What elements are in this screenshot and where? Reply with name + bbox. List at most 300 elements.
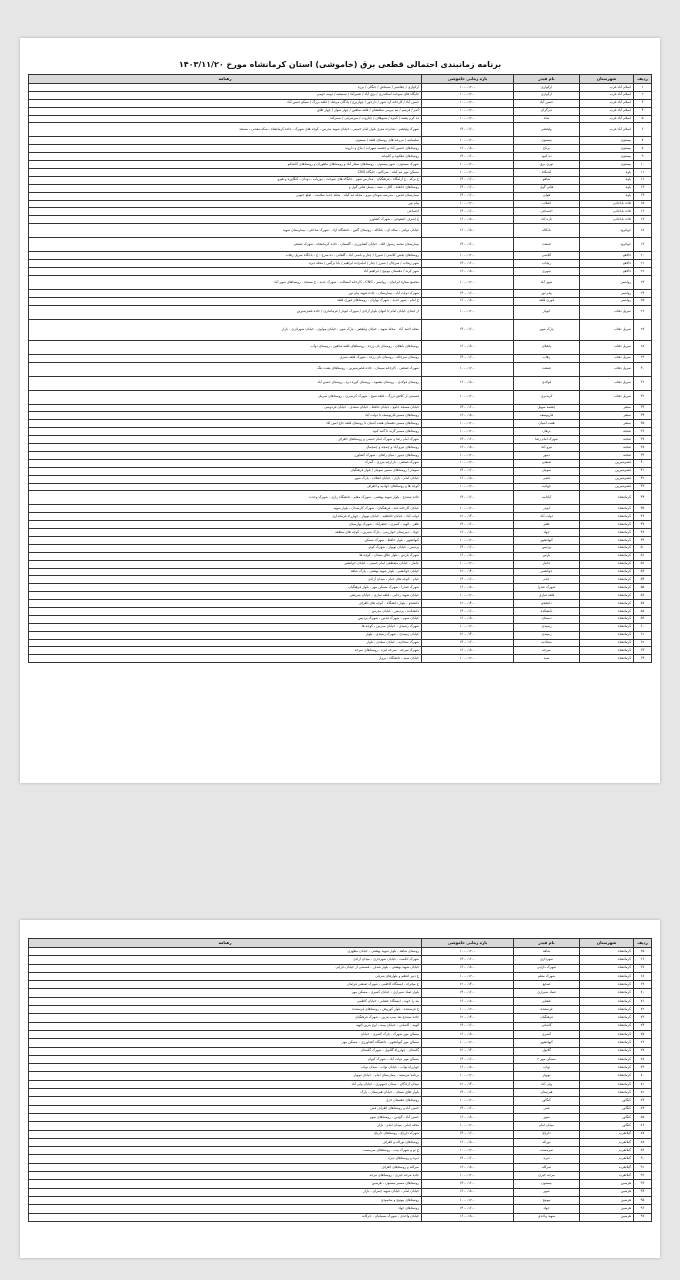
row-time: ۱۰۰۰-۱۲۰۰ [422,169,514,177]
row-time: ۱۶۰۰-۱۸۰۰ [422,145,514,153]
row-number: ۵۵ [634,584,652,592]
row-feeder: ده کبود [514,153,580,161]
row-number: ۴۵ [634,505,652,513]
row-city: هرسین [580,1180,634,1188]
row-city: جوانرود [580,224,634,238]
row-time: ۱۶۰۰-۱۸۰۰ [422,412,514,420]
row-feeder: برهان [514,428,580,436]
row-feeder: پارک شهر [514,319,580,340]
table-row [29,529,652,537]
table-row [29,631,652,639]
row-number: ۱ [634,84,652,92]
row-city: کرمانشاه [580,1055,634,1063]
row-city: پاوه [580,176,634,184]
row-feeder: دبستان [514,615,580,623]
row-feeder: فرستنده [514,1006,580,1014]
row-number: ۵۷ [634,600,652,608]
row-time: ۱۰۰۰-۱۲۰۰ [422,420,514,428]
row-number: ۴۷ [634,521,652,529]
row-number: ۹۳ [634,1180,652,1188]
table-row [29,1180,652,1188]
table-row [29,623,652,631]
table-row [29,145,652,153]
row-feeder: صنعتی [514,459,580,467]
row-time: ۱۲۰۰-۱۴۰۰ [422,1047,514,1055]
row-feeder: برناج [514,145,580,153]
header-row-number: ردیف [634,75,652,84]
row-feeder: جانباز [514,560,580,568]
row-route: ارکوازی / چقاشیر / سیماش / جنگلی / برزه [29,84,422,92]
row-city: کرمانشاه [580,623,634,631]
row-number: ۵۴ [634,576,652,584]
table-row [29,1006,652,1014]
row-city: کرمانشاه [580,647,634,655]
row-feeder: جوانشیر [514,568,580,576]
table-row [29,1188,652,1196]
row-feeder: هفت آشیان [514,420,580,428]
row-route: خیابان امام - خیابان شهید چمران - بازار [29,1188,422,1196]
row-number: ۶۸ [634,972,652,980]
table-row [29,428,652,436]
row-number: ۲۸ [634,340,652,354]
table-row [29,192,652,200]
row-route: کمر / فرسم / تپه بیرمی شلفشان / قلعه شاهین / چهار سوار / چهار طاق [29,107,422,115]
table-row [29,997,652,1005]
row-route: روستاهای نوراله و اطراف [29,1138,422,1146]
row-feeder: کاشانی [514,1022,580,1030]
row-number: ۸۵ [634,1113,652,1121]
row-number: ۴۳ [634,483,652,491]
row-city: بیستون [580,153,634,161]
row-feeder: فش [514,1105,580,1113]
row-number: ۸۳ [634,1097,652,1105]
row-feeder: دارباغ [514,1130,580,1138]
row-number: ۷۷ [634,1047,652,1055]
table-row [29,1030,652,1038]
row-number: ۶۴ [634,655,652,663]
row-feeder: شهرک دارایی [514,964,580,972]
row-feeder: ولی آباد [514,1080,580,1088]
row-city: سنقر [580,420,634,428]
row-route: روستاهای دهستان خزل [29,1097,422,1105]
row-time: ۱۰۰۰-۱۲۰۰ [422,275,514,289]
row-time: ۱۰۰۰-۱۲۰۰ [422,560,514,568]
table-row [29,1072,652,1080]
row-time: ۱۰۰۰-۱۲۰۰ [422,362,514,376]
row-time: ۱۴۰۰-۱۶۰۰ [422,184,514,192]
table-row [29,584,652,592]
row-city: اسلام آباد غرب [580,123,634,137]
table-row [29,444,652,452]
table-row [29,297,652,305]
row-number: ۴۲ [634,475,652,483]
row-city: پاوه [580,192,634,200]
row-city: کرمانشاه [580,513,634,521]
row-time: ۱۰۰۰-۱۲۰۰ [422,1147,514,1155]
row-route: ده کرم پشته / کمره / شیوهلان / چناروت / میرشرفی / سمرکند [29,115,422,123]
row-time: ۱۶۰۰-۱۸۰۰ [422,1188,514,1196]
row-route: روستاهای مسیر گزنه تا گنبد کبود [29,428,422,436]
row-number: ۷۲ [634,1006,652,1014]
table-row [29,1097,652,1105]
row-city: بیستون [580,145,634,153]
row-time: ۱۴۰۰-۱۶۰۰ [422,576,514,584]
table-row [29,989,652,997]
row-city: سنقر [580,404,634,412]
schedule-body [29,948,652,1222]
row-number: ۹۷ [634,1213,652,1221]
table-row [29,412,652,420]
row-feeder: کیهانشهر [514,536,580,544]
row-city: سرپل ذهاب [580,390,634,404]
table-row [29,238,652,252]
schedule-table [28,74,652,663]
header-city: شهرستان [580,939,634,948]
row-route: روستاهای دینور - میان راهان - شهرک کشاورز [29,451,422,459]
row-route: روستاهای دهکبود و کلیمانه [29,153,422,161]
row-city: روانسر [580,275,634,289]
row-number: ۶۵ [634,948,652,956]
row-number: ۴۱ [634,467,652,475]
row-number: ۹۱ [634,1163,652,1171]
row-time: ۱۶۰۰-۱۸۰۰ [422,268,514,276]
row-route: گلستان - چهارراه گلایول - شهرک گلستان [29,1047,422,1055]
row-number: ۲۰ [634,252,652,260]
row-number: ۲۹ [634,354,652,362]
row-number: ۲۵ [634,297,652,305]
row-feeder: کلاشی [514,252,580,260]
row-number: ۵۳ [634,568,652,576]
row-route: خیام - کوچه های خیام - میدان آزادی [29,576,422,584]
row-time: ۱۲۰۰-۱۴۰۰ [422,981,514,989]
row-number: ۱۰ [634,161,652,169]
row-city: اسلام آباد غرب [580,107,634,115]
row-time: ۱۶۰۰-۱۸۰۰ [422,475,514,483]
row-time: ۱۶۰۰-۱۸۰۰ [422,647,514,655]
row-number: ۷۳ [634,1014,652,1022]
row-feeder: جهاد [514,1205,580,1213]
row-feeder: پیام نور [514,289,580,297]
row-feeder: نیرو آباد [514,444,580,452]
row-time: ۱۰۰۰-۱۲۰۰ [422,252,514,260]
row-feeder: فرهنگیان [514,1014,580,1022]
table-row [29,216,652,224]
row-time: ۱۶۰۰-۱۸۰۰ [422,1030,514,1038]
row-feeder: بانقلان [514,340,580,354]
row-number: ۲۶ [634,305,652,319]
row-feeder: چشمه سهیل [514,404,580,412]
row-feeder: هولی [514,192,580,200]
table-row [29,176,652,184]
row-time: ۱۶۰۰-۱۸۰۰ [422,297,514,305]
row-route: حسن آباد - گودین - روستاهای شهر [29,1113,422,1121]
row-route: شهرک ولیعصر ـ شانزده متری بلوار امام خمینی ـ خیابان شهید مدرس ـ کوچه های شهرک ـ جاده کرمانشاه ـ سکه معدنی ـ مسجد [29,123,422,137]
schedule-table-continued [28,938,652,1222]
row-time: ۱۲۰۰-۱۴۰۰ [422,631,514,639]
row-feeder: تازه آباد [514,216,580,224]
row-number: ۹ [634,153,652,161]
row-feeder: صنایع [514,981,580,989]
table-row [29,600,652,608]
row-route: روستاهای بخش کلاشی / شیرزا / چنار و باشی آباد - گلقانی - ده سرخ - خ - باجگاه سرپل زهاب [29,252,422,260]
row-number: ۱۴ [634,192,652,200]
row-time: ۱۴۰۰-۱۶۰۰ [422,1130,514,1138]
row-time: ۱۴۰۰-۱۶۰۰ [422,208,514,216]
row-feeder: هنرستان [514,1089,580,1097]
table-row [29,200,652,208]
table-row [29,1014,652,1022]
row-route: چهارراه نواب - خیابان نواب - میدان نواب [29,1064,422,1072]
table-row [29,1064,652,1072]
row-city: کنگاور [580,1097,634,1105]
row-number: ۲۱ [634,260,652,268]
row-feeder: زمیندی [514,631,580,639]
table-row [29,1172,652,1180]
row-city: ثلاث باباجانی [580,200,634,208]
table-row [29,1055,652,1063]
row-number: ۹۴ [634,1188,652,1196]
row-number: ۳ [634,99,652,107]
row-feeder: نوراله [514,1138,580,1146]
table-row [29,1163,652,1171]
table-row [29,1130,652,1138]
row-feeder: دیزگران [514,107,580,115]
row-city: هرسین [580,1188,634,1196]
row-city: کرمانشاه [580,631,634,639]
row-city: کنگاور [580,1113,634,1121]
row-route: قسمتی از کلاش بزرگ - قلعه شیخ - شهرک کرندبری - روستاهای سرمل [29,390,422,404]
row-city: کرمانشاه [580,1022,634,1030]
row-number: ۵۶ [634,592,652,600]
header-row-number: ردیف [634,939,652,948]
row-number: ۲۲ [634,268,652,276]
row-number: ۱۶ [634,208,652,216]
row-time: ۱۰۰۰-۱۲۰۰ [422,99,514,107]
table-row [29,505,652,513]
row-route: از ابتدای خیابان امام تا انتهای بلوار آزادی / شهرک انوبار / فرمانداری / جاده قصرشیرین [29,305,422,319]
row-route: مسکن مهر شهرک - پارک کسری - خیابان [29,1030,422,1038]
row-number: ۷۸ [634,1055,652,1063]
row-feeder: سجادیه [514,639,580,647]
table-row [29,491,652,505]
row-city: کرمانشاه [580,997,634,1005]
table-row [29,208,652,216]
header-feeder: نام فیدر [514,939,580,948]
row-feeder: پارس [514,552,580,560]
row-city: کرمانشاه [580,981,634,989]
row-route: روستاهای نیرو آباد و چمچه و چمچمال [29,444,422,452]
row-city: کرمانشاه [580,592,634,600]
row-city: کرمانشاه [580,607,634,615]
table-row [29,340,652,354]
row-feeder: شهر [514,1113,580,1121]
table-row [29,459,652,467]
row-route: بند را خونه - ایستگاه عشایر - خیابان کاظمی [29,997,422,1005]
row-route: سرکله و روستاهای اطراف [29,1163,422,1171]
row-time: ۱۴۰۰-۱۶۰۰ [422,192,514,200]
row-time: ۱۶۰۰-۱۸۰۰ [422,615,514,623]
row-time: ۱۰۰۰-۱۲۰۰ [422,137,514,145]
row-city: صحنه [580,444,634,452]
row-time: ۱۴۰۰-۱۶۰۰ [422,607,514,615]
row-number: ۴ [634,107,652,115]
row-city: کرمانشاه [580,544,634,552]
row-city: اسلام آباد غرب [580,91,634,99]
row-number: ۳۷ [634,436,652,444]
row-route: خیابان شهید رجایی - قلعه سازی - خیابان شریعتی [29,592,422,600]
row-route: مسکن مهر نبه کیله - سرکانو - جایگاه CNG [29,169,422,177]
row-route: خیابان سوم - شهرک قدس - شهرک پردیس [29,615,422,623]
row-route: دانشکده - پردیس - خیابان مدرس [29,607,422,615]
row-route: شهرک دولت آباد - بیمارستان - جاده شهید پیام نور [29,289,422,297]
row-route: خیابان شهید بهشتی - بلوار صدف - قسمتی از خیابان دارایی [29,964,422,972]
row-number: ۸۲ [634,1089,652,1097]
row-time: ۱۰۰۰-۱۲۰۰ [422,623,514,631]
row-feeder: بیستون [514,1180,580,1188]
row-route: حسن آباد و روستاهای اطراف فش [29,1105,422,1113]
row-route: شهرک رشیدی - خیابان مدرس - کوچه ها [29,623,422,631]
row-time: ۱۲۰۰-۱۴۰۰ [422,513,514,521]
table-row [29,536,652,544]
row-feeder: شاهد [514,948,580,956]
row-city: قصرشیرین [580,459,634,467]
row-city: کرمانشاه [580,568,634,576]
row-route: خیابان امام - بازار - خیابان انقلاب - پارک شهر [29,475,422,483]
row-city: پاوه [580,184,634,192]
row-time: ۱۶۰۰-۱۸۰۰ [422,1163,514,1171]
row-number: ۹۲ [634,1172,652,1180]
row-city: کرمانشاه [580,576,634,584]
row-number: ۵۹ [634,615,652,623]
row-feeder: قولادی [514,376,580,390]
row-number: ۲۷ [634,319,652,340]
row-feeder: انوبار [514,305,580,319]
row-city: کرمانشاه [580,1030,634,1038]
row-time: ۱۶۰۰-۱۸۰۰ [422,1064,514,1072]
table-row [29,184,652,192]
table-row [29,467,652,475]
row-number: ۳۰ [634,362,652,376]
table-row [29,1122,652,1130]
row-city: سرپل ذهاب [580,340,634,354]
row-time: ۱۴۰۰-۱۶۰۰ [422,491,514,505]
row-route: خ امام - شهر جدید - شهرک بهاران - روستاهای قوری قلعه [29,297,422,305]
row-number: ۷۰ [634,989,652,997]
row-route: خیابان واحدی - شهرک بسیجیان - جرکانه [29,1213,422,1221]
row-feeder: ابوذر [514,505,580,513]
row-city: روانسر [580,289,634,297]
row-time: ۱۰۰۰-۱۲۰۰ [422,84,514,92]
row-feeder: شهر [514,1188,580,1196]
row-route: محله امام - میدان امام - بازار [29,1122,422,1130]
row-number: ۵۸ [634,607,652,615]
table-row [29,1113,652,1121]
row-feeder: خیام [514,576,580,584]
table-row [29,576,652,584]
row-time: ۱۴۰۰-۱۶۰۰ [422,153,514,161]
row-feeder: رشیدی [514,623,580,631]
row-feeder: گلایول [514,1047,580,1055]
document-page-2 [20,920,660,1258]
row-time: ۱۴۰۰-۱۶۰۰ [422,521,514,529]
row-number: ۸۸ [634,1138,652,1146]
row-number: ۷۶ [634,1039,652,1047]
row-route: شهرک سرخه - سرخه لیژه - روستاهای سرخه [29,647,422,655]
row-route: بیمارستان محمد رسول الله - خیابان کشاورزی - گلستان - جاده کرمانشاه - شهرک صنعتی [29,238,422,252]
row-city: سرپل ذهاب [580,305,634,319]
table-row [29,420,652,428]
row-route: خ فرستنده - بلوار کوروش - روستاهای فرستنده [29,1006,422,1014]
header-city: شهرستان [580,75,634,84]
row-city: کنگاور [580,1122,634,1130]
row-number: ۶۷ [634,964,652,972]
row-route: مجتمع ستاره ایرانیان - روانسر - CNG - کارخانه آسفالت - شهرک جدید - خ مسجد - روستاهای شهر آباد [29,275,422,289]
row-number: ۶۶ [634,956,652,964]
table-row [29,948,652,956]
table-row [29,107,652,115]
table-row [29,436,652,444]
row-route: روستاهای مسیر دهستان هفت آشیان تا روستای قلعه حاج امین آقا [29,420,422,428]
row-number: ۸۱ [634,1080,652,1088]
row-feeder: ریجاب [514,260,580,268]
row-time: ۱۴۰۰-۱۶۰۰ [422,176,514,184]
row-city: هرسین [580,1213,634,1221]
row-time: ۱۰۰۰-۱۲۰۰ [422,305,514,319]
row-time: ۱۴۰۰-۱۶۰۰ [422,354,514,362]
row-time: ۱۰۰۰-۱۲۰۰ [422,459,514,467]
row-city: گیلانغرب [580,1138,634,1146]
row-feeder: شاهو [514,176,580,184]
row-time: ۱۰۰۰-۱۲۰۰ [422,592,514,600]
row-time: ۱۰۰۰-۱۲۰۰ [422,655,514,663]
row-number: ۱۲ [634,176,652,184]
row-route: مسکن مهر کیهانشهر - دانشگاه کشاورزی - مسکن مهر [29,1039,422,1047]
table-row [29,390,652,404]
row-time: ۱۴۰۰-۱۶۰۰ [422,1022,514,1030]
row-number: ۵۲ [634,560,652,568]
table-row [29,153,652,161]
row-route: بلوار صیاد شیرازی - خیابان کسری - مسکن مهر [29,989,422,997]
row-time: ۱۰۰۰-۱۲۰۰ [422,1097,514,1105]
row-city: هرسین [580,1196,634,1204]
row-feeder: بانکاله [514,224,580,238]
row-time: ۱۴۰۰-۱۶۰۰ [422,989,514,997]
row-feeder: جهاد [514,529,580,537]
table-row [29,137,652,145]
table-row [29,1196,652,1204]
table-row [29,513,652,521]
row-route: مسکن مهر دولت آباد - شهرک کیوان [29,1055,422,1063]
row-feeder: دولت آباد [514,513,580,521]
row-number: ۳۵ [634,420,652,428]
table-row [29,275,652,289]
row-time: ۱۶۰۰-۱۸۰۰ [422,340,514,354]
row-route: محله احمد آباد - محله شهید - خیابان ولیعصر - پارک شهر - خیابان مولوی - خیابان شهرداری - بازار [29,319,422,340]
row-time: ۱۰۰۰-۱۲۰۰ [422,451,514,459]
row-route: جهاد - دبیرستان خوارزمی - پارک شیرین - کوچه های منطقه [29,529,422,537]
row-feeder: اجتماعی [514,208,580,216]
row-feeder: صنعت [514,362,580,376]
row-route: سومار / روستاهای مسیر سومار / بلوار فرهنگیان [29,467,422,475]
row-time: ۱۶۰۰-۱۸۰۰ [422,224,514,238]
row-route: ظفر - الهیه - کسری - جعفرآباد - شهرک بهارستان [29,521,422,529]
row-city: کرمانشاه [580,1014,634,1022]
row-number: ۶۲ [634,639,652,647]
row-route: بلوار طاق بستان - خیابان هنرستان - پارک [29,1089,422,1097]
header-time: بازه زمانی خاموشی [422,939,514,948]
row-number: ۸۰ [634,1072,652,1080]
row-route: خیابان جوانشیر - بلوار شهید بهشتی - پارک شاهد [29,568,422,576]
